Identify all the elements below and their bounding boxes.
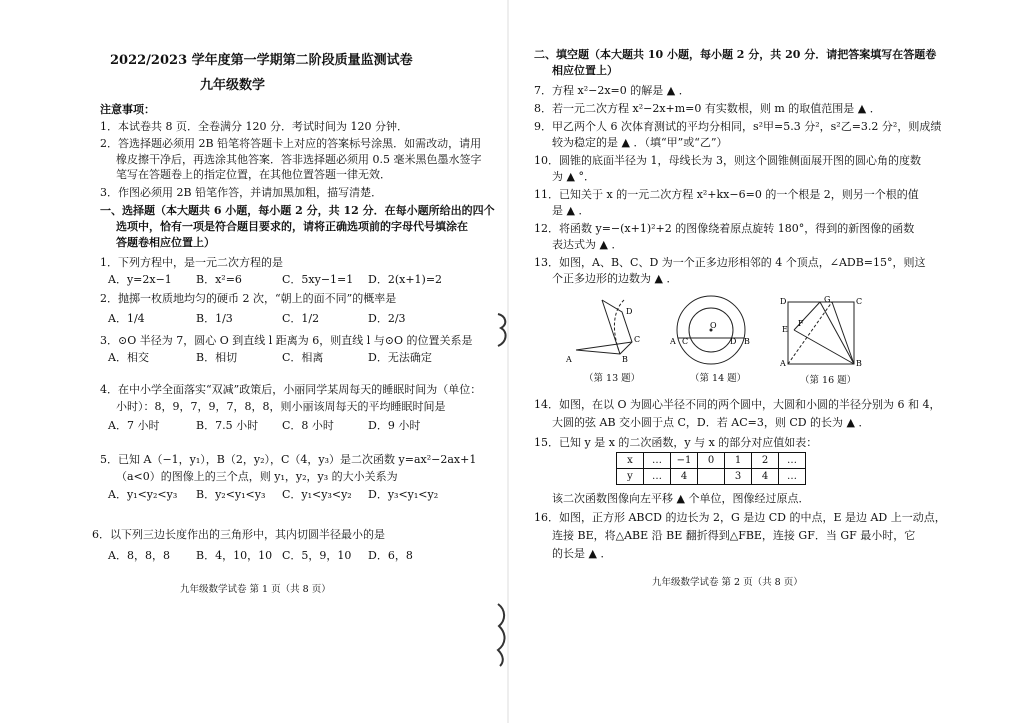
exam-page-1 [0,0,510,723]
svg-text:D: D [780,297,787,306]
question-15-cont: 该二次函数图像向左平移 ▲ 个单位，图像经过原点． [552,492,810,505]
svg-text:C: C [856,297,862,306]
question-12-cont: 表达式为 ▲ ． [552,238,623,251]
question-13-cont: 个正多边形的边数为 ▲ ． [552,272,678,285]
question-12: 12．将函数 y=−(x+1)²+2 的图像绕着原点旋转 180°，得到的新图像的函数 [534,222,915,235]
section2-heading: 二、填空题（本大题共 10 小题，每小题 2 分，共 20 分．请把答案填写在答题卷 [534,48,937,61]
notice-line: 笔写在答题卷上的指定位置，在其他位置答题一律无效． [116,168,391,181]
table-cell: … [779,469,806,485]
svg-text:G: G [824,296,831,304]
q2-option-d: D．2/3 [368,312,406,325]
svg-text:B: B [856,359,862,368]
figure-13-caption: （第 13 题） [584,373,641,384]
table-cell: 2 [752,453,779,469]
q3-option-b: B．相切 [196,351,238,364]
section2-heading-cont: 相应位置上） [552,64,618,77]
svg-text:B: B [744,337,750,346]
section1-heading-cont: 选项中，恰有一项是符合题目要求的，请将正确选项前的字母代号填涂在 [116,220,468,233]
figure-14-caption: （第 14 题） [690,373,747,384]
question-15: 15．已知 y 是 x 的二次函数，y 与 x 的部分对应值如表： [534,436,818,449]
q4-option-b: B．7.5 小时 [196,419,259,432]
q5-option-a: A．y₁<y₂<y₃ [108,488,178,501]
q5-option-c: C．y₁<y₃<y₂ [282,488,352,501]
section1-heading-cont: 答题卷相应位置上） [116,236,215,249]
q4-option-d: D．9 小时 [368,419,421,432]
question-13: 13．如图，A、B、C、D 为一个正多边形相邻的 4 个顶点，∠ADB=15°，则这 [534,256,926,269]
q2-option-a: A．1/4 [108,312,145,325]
table-cell: 4 [752,469,779,485]
table-cell: y [617,469,644,485]
question-16: 16．如图，正方形 ABCD 的边长为 2，G 是边 CD 的中点，E 是边 AD 上一动点， [534,511,946,524]
svg-text:O: O [710,321,717,330]
question-16-cont: 的长是 ▲ ． [552,547,612,560]
svg-text:A: A [566,355,572,364]
figure-16 [780,296,862,368]
q1-option-c: C．5xy−1=1 [282,273,354,286]
notice-line: 2．答选择题必须用 2B 铅笔将答题卡上对应的答案标号涂黑．如需改动，请用 [100,137,482,150]
svg-text:A: A [670,337,676,346]
question-1: 1．下列方程中，是一元二次方程的是 [100,256,283,269]
question-7: 7．方程 x²−2x=0 的解是 ▲ ． [534,84,690,97]
question-9: 9．甲乙两个人 6 次体育测试的平均分相同，s²甲=5.3 分²，s²乙=3.2 分²，则成绩 [534,120,942,133]
notice-line: 1．本试卷共 8 页．全卷满分 120 分．考试时间为 120 分钟． [100,120,408,133]
q1-option-d: D．2(x+1)=2 [368,273,443,286]
table-cell [698,469,725,485]
svg-text:B: B [622,355,628,364]
figure-16-caption: （第 16 题） [800,375,857,386]
q5-option-b: B．y₂<y₁<y₃ [196,488,266,501]
question-5-cont: （a<0）的图像上的三个点，则 y₁，y₂，y₃ 的大小关系为 [116,470,398,483]
q3-option-c: C．相离 [282,351,324,364]
table-cell: 1 [725,453,752,469]
q6-option-b: B．4，10，10 [196,549,273,562]
question-8: 8．若一元二次方程 x²−2x+m=0 有实数根，则 m 的取值范围是 ▲ ． [534,102,881,115]
svg-text:D: D [730,337,737,346]
table-row [617,453,806,469]
q4-option-c: C．8 小时 [282,419,334,432]
table-cell: … [779,453,806,469]
exam-subtitle: 九年级数学 [200,78,266,93]
table-cell: 3 [725,469,752,485]
exam-title: 2022/2023 学年度第一学期第二阶段质量监测试卷 [110,53,413,68]
question-11-cont: 是 ▲ ． [552,204,590,217]
question-6: 6．以下列三边长度作出的三角形中，其内切圆半径最小的是 [92,528,385,541]
q5-option-d: D．y₃<y₁<y₂ [368,488,439,501]
question-3: 3．⊙O 半径为 7，圆心 O 到直线 l 距离为 6，则直线 l 与⊙O 的位置关系是 [100,334,473,347]
svg-text:C: C [634,335,641,344]
q3-option-d: D．无法确定 [368,351,432,364]
table-cell: 0 [698,453,725,469]
svg-text:A: A [780,359,786,368]
question-4-cont: 小时）：8，9，7，9，7，8，8，则小丽该周每天的平均睡眠时间是 [116,400,446,413]
notice-line: 3．作图必须用 2B 铅笔作答，并请加黑加粗，描写清楚． [100,186,383,199]
figure-14 [670,292,752,368]
question-9-cont: 较为稳定的是 ▲ ．（填“甲”或“乙”） [552,136,728,149]
section1-heading: 一、选择题（本大题共 6 小题，每小题 2 分，共 12 分．在每小题所给出的四个 [100,204,495,217]
figure-13 [562,292,662,364]
q6-option-c: C．5，9，10 [282,549,352,562]
question-16-cont: 连接 BE，将△ABE 沿 BE 翻折得到△FBE，连接 GF．当 GF 最小时，它 [552,529,916,542]
svg-text:F: F [798,319,804,328]
page-footer: 九年级数学试卷 第 1 页（共 8 页） [180,584,331,595]
question-5: 5．已知 A（−1，y₁），B（2，y₂），C（4，y₃）是二次函数 y=ax²−2ax+1 [100,453,477,466]
question-10-cont: 为 ▲ °． [552,170,595,183]
q6-option-d: D．6，8 [368,549,413,562]
question-14-cont: 大圆的弦 AB 交小圆于点 C，D．若 AC=3，则 CD 的长为 ▲ ． [552,416,870,429]
notice-heading: 注意事项： [100,103,155,116]
table-cell: … [644,453,671,469]
q6-option-a: A．8，8，8 [108,549,170,562]
question-11: 11．已知关于 x 的一元二次方程 x²+kx−6=0 的一个根是 2，则另一个根的值 [534,188,919,201]
scan-smudge [492,600,514,670]
question-2: 2．抛掷一枚质地均匀的硬币 2 次，“朝上的面不同”的概率是 [100,292,397,305]
notice-line: 橡皮擦干净后，再选涂其他答案．答非选择题必须用 0.5 毫米黑色墨水签字 [116,153,482,166]
question-10: 10．圆锥的底面半径为 1，母线长为 3，则这个圆锥侧面展开图的圆心角的度数 [534,154,921,167]
table-cell: 4 [671,469,698,485]
q1-option-b: B．x²=6 [196,273,242,286]
q2-option-c: C．1/2 [282,312,320,325]
svg-text:C: C [682,337,689,346]
table-cell: … [644,469,671,485]
q4-option-a: A．7 小时 [108,419,160,432]
table-row [617,469,806,485]
table-cell: −1 [671,453,698,469]
q2-option-b: B．1/3 [196,312,233,325]
svg-text:D: D [626,307,633,316]
page-footer: 九年级数学试卷 第 2 页（共 8 页） [652,577,803,588]
table-cell: x [617,453,644,469]
values-table [616,452,806,485]
svg-text:E: E [782,325,788,334]
question-14: 14．如图，在以 O 为圆心半径不同的两个圆中，大圆和小圆的半径分别为 6 和 4， [534,398,941,411]
q1-option-a: A．y=2x−1 [108,273,172,286]
exam-page-2 [512,0,1024,723]
q3-option-a: A．相交 [108,351,149,364]
scan-smudge [492,310,514,350]
question-4: 4．在中小学全面落实“双减”政策后，小丽同学某周每天的睡眠时间为（单位： [100,383,482,396]
